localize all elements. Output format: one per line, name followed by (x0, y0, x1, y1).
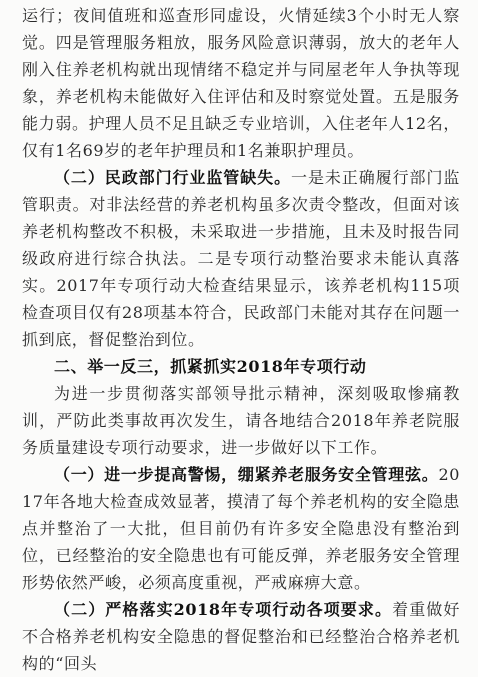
paragraph-3 (22, 380, 460, 461)
section-lead-regulation: （二）民政部门行业监管缺失。 (54, 168, 292, 187)
paragraph-1-text: 运行；夜间值班和巡查形同虚设，火情延续3个小时无人察觉。四是管理服务粗放，服务风险意识薄弱，放大的老年人刚入住养老机构就出现情绪不稳定并与同屋老年人争执等现象，养老机构未能做好入住评估和及时察觉处置。五是服务能力弱。护理人员不足且缺乏专业培训，入住老年人12名，仅有1名69岁的老年护理员和1名兼职护理员。 (22, 6, 460, 160)
section-heading-2: 二、举一反三，抓紧抓实2018年专项行动 (54, 357, 367, 376)
paragraph-3-text: 为进一步贯彻落实部领导批示精神，深刻吸取惨痛教训，严防此类事故再次发生，请各地结合2018年养老院服务质量建设专项行动要求，进一步做好以下工作。 (22, 384, 460, 457)
paragraph-5-text: 着重做好不合格养老机构安全隐患的督促整治和已经整治合格养老机构的“回头 (22, 600, 460, 673)
paragraph-1 (22, 2, 460, 164)
paragraph-2-text: 一是未正确履行部门监管职责。对非法经营的养老机构虽多次责令整改，但面对该养老机构整改不积极，未采取进一步措施，且未及时报告同级政府进行综合执法。二是专项行动整治要求未能认真落实。2017年专项行动大检查结果显示，该养老机构115项检查项目仅有28项基本符合，民政部门未能对其存在问题一抓到底，督促整治到位。 (22, 168, 460, 349)
section-lead-vigilance: （一）进一步提高警惕，绷紧养老服务安全管理弦。 (54, 465, 439, 484)
paragraph-5 (22, 596, 460, 677)
section-lead-2018-action: （二）严格落实2018年专项行动各项要求。 (54, 600, 393, 619)
paragraph-4-text: 2017年各地大检查成效显著，摸清了每个养老机构的安全隐患点并整治了一大批，但目前仍有许多安全隐患没有整治到位，已经整治的安全隐患也有可能反弹，养老服务安全管理形势依然严峻，必须高度重视，严戒麻痹大意。 (22, 465, 460, 592)
paragraph-2 (22, 164, 460, 353)
paragraph-4 (22, 461, 460, 596)
